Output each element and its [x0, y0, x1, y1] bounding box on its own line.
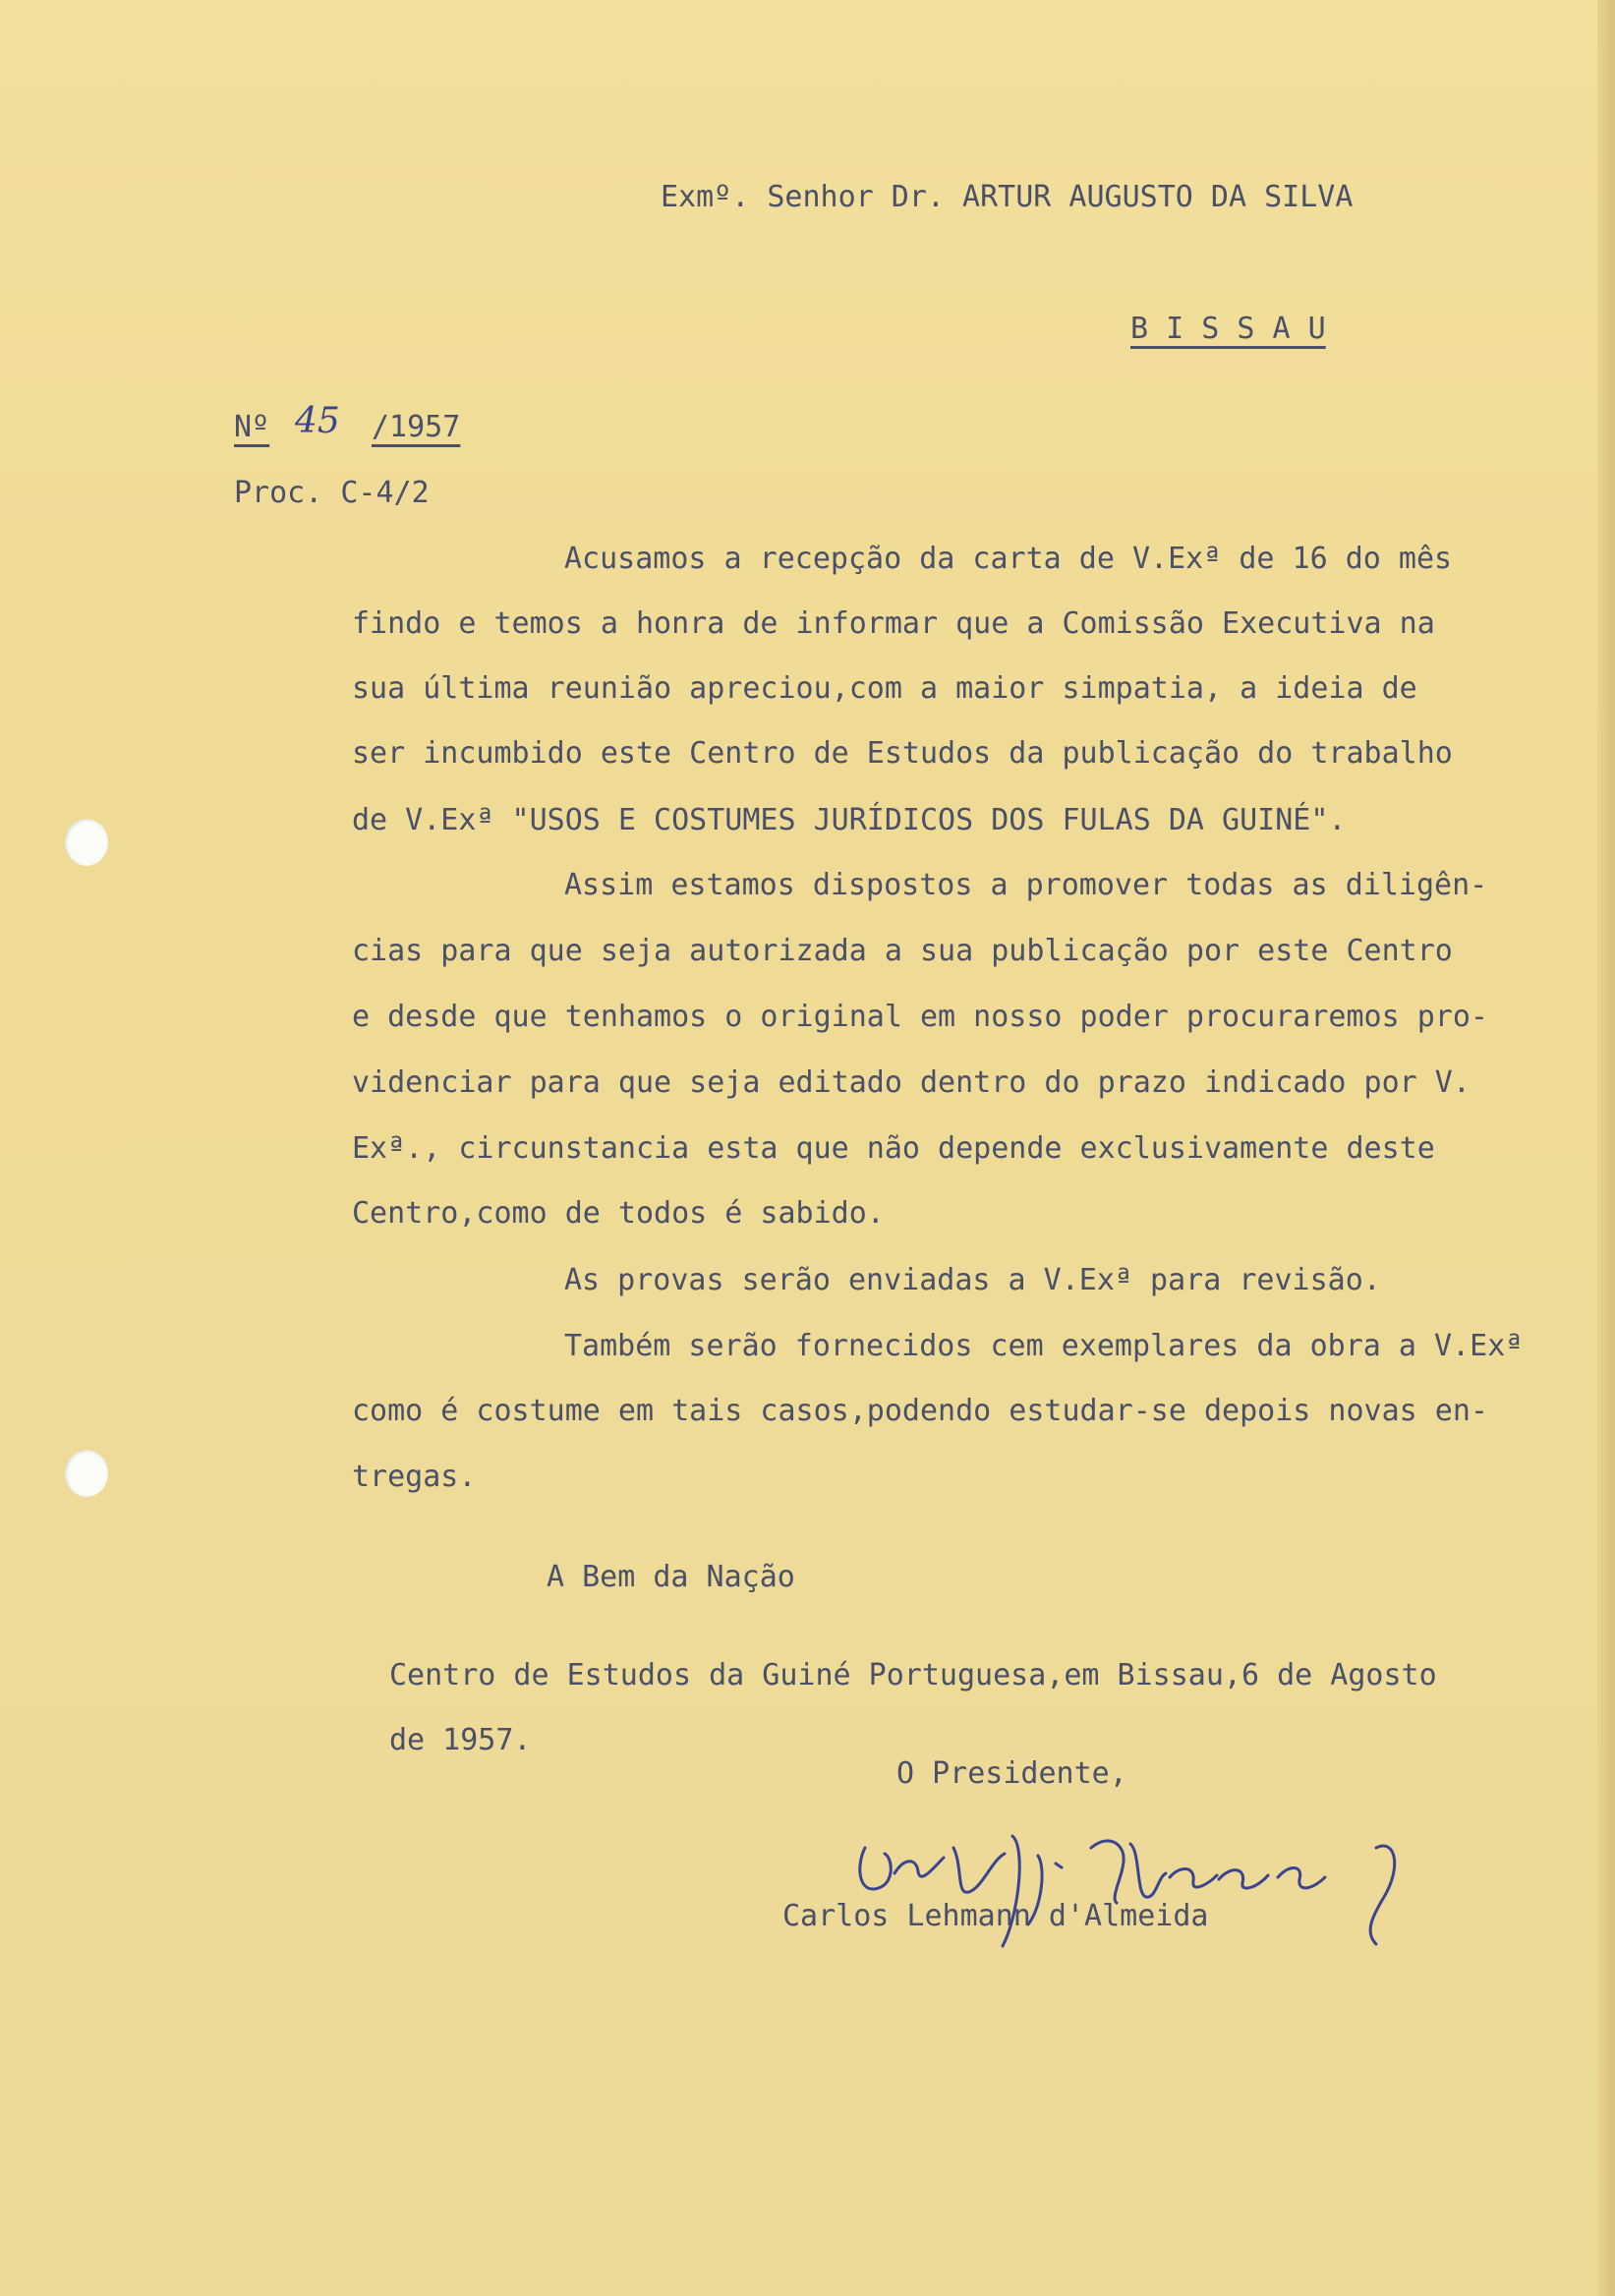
- body-line: As provas serão enviadas a V.Exª para revisão.: [564, 1263, 1381, 1297]
- addressee: Exmº. Senhor Dr. ARTUR AUGUSTO DA SILVA: [661, 180, 1354, 214]
- body-line: ser incumbido este Centro de Estudos da publicação do trabalho: [352, 736, 1453, 771]
- body-line: cias para que seja autorizada a sua publicação por este Centro: [352, 934, 1453, 968]
- paper-edge: [1597, 0, 1615, 2296]
- city: B I S S A U: [1130, 312, 1326, 346]
- body-line: Também serão fornecidos cem exemplares da obra a V.Exª: [564, 1329, 1524, 1363]
- body-line: findo e temos a honra de informar que a Comissão Executiva na: [352, 606, 1435, 641]
- signer-title: O Presidente,: [896, 1756, 1127, 1791]
- body-line: Assim estamos dispostos a promover todas as diligên-: [564, 868, 1488, 902]
- reference-number: 45: [295, 401, 340, 441]
- body-line: de V.Exª "USOS E COSTUMES JURÍDICOS DOS FULAS DA GUINÉ".: [352, 803, 1347, 837]
- reference-year: /1957: [372, 410, 461, 444]
- body-line: videnciar para que seja editado dentro do prazo indicado por V.: [352, 1065, 1471, 1100]
- body-line: sua última reunião apreciou,com a maior simpatia, a ideia de: [352, 671, 1417, 706]
- body-line: tregas.: [352, 1460, 477, 1494]
- body-line: Centro,como de todos é sabido.: [352, 1196, 885, 1231]
- signer-name: Carlos Lehmann d'Almeida: [782, 1899, 1209, 1933]
- punch-hole-top: [65, 819, 108, 866]
- body-line: Acusamos a recepção da carta de V.Exª de 16 do mês: [564, 542, 1453, 576]
- signature-image: [845, 1808, 1494, 1966]
- place-date-line: Centro de Estudos da Guiné Portuguesa,em Bissau,6 de Agosto: [389, 1658, 1437, 1693]
- place-date-line: de 1957.: [389, 1723, 532, 1757]
- salutation: A Bem da Nação: [547, 1560, 795, 1594]
- body-line: Exª., circunstancia esta que não depende exclusivamente deste: [352, 1131, 1435, 1166]
- reference-prefix: Nº: [234, 410, 270, 444]
- body-line: como é costume em tais casos,podendo estudar-se depois novas en-: [352, 1394, 1488, 1428]
- body-line: e desde que tenhamos o original em nosso poder procuraremos pro-: [352, 1000, 1488, 1034]
- punch-hole-bottom: [65, 1450, 108, 1497]
- process-number: Proc. C-4/2: [234, 476, 430, 510]
